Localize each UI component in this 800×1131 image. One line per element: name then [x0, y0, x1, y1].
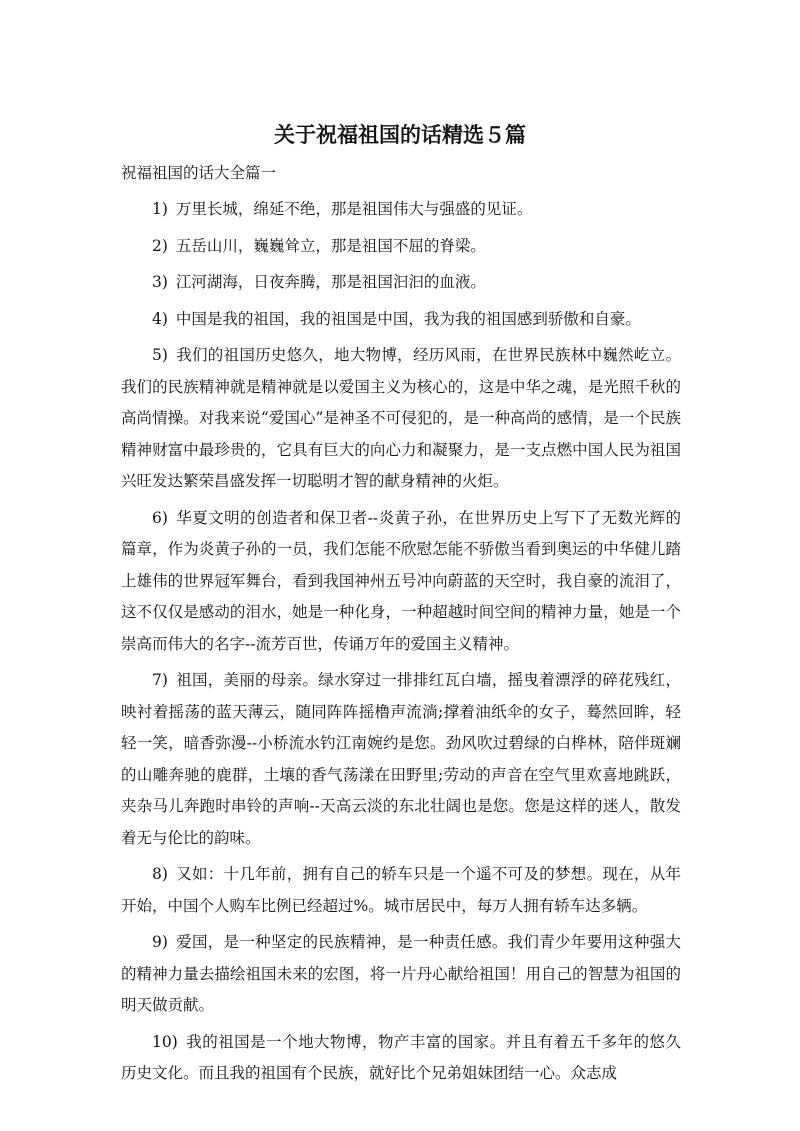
- paragraph: [121, 859, 681, 922]
- page-title: 关于祝福祖国的话精选５篇: [274, 123, 526, 147]
- paragraph-number: 6): [152, 508, 168, 527]
- paragraph-text: 我们的祖国历史悠久，地大物博，经历风雨，在世界民族林中巍然屹立。我们的民族精神就是精神就是以爱国主义为核心的，这是中华之魂，是光照千秋的高尚情操。对我来说“爱国心”是神圣不可侵犯的，是一种高尚的感情，是一个民族精神财富中最珍贵的，它具有巨大的向心力和凝聚力，是一支点燃中国人民为祖国兴旺发达繁荣昌盛发挥一切聪明才智的献身精神的火炬。: [121, 346, 681, 490]
- paragraph-number: 7): [152, 671, 168, 689]
- paragraph-number: 3): [152, 273, 168, 291]
- paragraph: [121, 267, 681, 299]
- section-subtitle: 祝福祖国的话大全篇一: [121, 164, 277, 182]
- paragraph-number: 8): [152, 865, 168, 883]
- paragraph-text: 又如：十几年前，拥有自己的轿车只是一个遥不可及的梦想。现在，从年开始，中国个人购车比例已经超过%。城市居民中，每万人拥有轿车达多辆。: [121, 865, 681, 915]
- paragraph-number: 4): [152, 309, 168, 328]
- paragraph: [121, 927, 681, 1022]
- paragraph: [121, 665, 681, 854]
- paragraph-number: 10): [152, 1032, 178, 1051]
- paragraph: [121, 340, 681, 498]
- paragraph-text: 我的祖国是一个地大物博，物产丰富的国家。并且有着五千多年的悠久历史文化。而且我的祖国有个民族，就好比个兄弟姐妹团结一心。众志成: [121, 1032, 681, 1082]
- paragraph: [121, 1027, 681, 1090]
- paragraph-text: 中国是我的祖国，我的祖国是中国，我为我的祖国感到骄傲和自豪。: [175, 309, 641, 328]
- paragraph-number: 5): [152, 346, 168, 364]
- paragraph: [121, 304, 681, 336]
- paragraph-text: 爱国，是一种坚定的民族精神，是一种责任感。我们青少年要用这种强大的精神力量去描绘祖国未来的宏图，将一片丹心献给祖国！用自己的智慧为祖国的明天做贡献。: [121, 933, 681, 1014]
- document-body: [121, 194, 681, 1095]
- paragraph-number: 2): [152, 236, 168, 255]
- paragraph-text: 万里长城，绵延不绝，那是祖国伟大与强盛的见证。: [175, 200, 533, 218]
- paragraph: [121, 231, 681, 263]
- paragraph-text: 五岳山川，巍巍耸立，那是祖国不屈的脊梁。: [175, 236, 486, 255]
- paragraph: [121, 194, 681, 226]
- paragraph-number: 1): [152, 200, 168, 218]
- paragraph-text: 江河湖海，日夜奔腾，那是祖国汩汩的血液。: [175, 273, 486, 291]
- paragraph-text: 祖国，美丽的母亲。绿水穿过一排排红瓦白墙，摇曳着漂浮的碎花残红，映衬着摇荡的蓝天薄云，随同阵阵摇橹声流淌;撑着油纸伞的女子，蓦然回眸，轻轻一笑，暗香弥漫--小桥流水钓江南婉约是您。劲风吹过碧绿的白桦林，陪伴斑斓的山雕奔驰的鹿群，土壤的香气荡漾在田野里;劳动的声音在空气里欢喜地跳跃，夹杂马儿奔跑时串铃的声响--天高云淡的东北壮阔也是您。您是这样的迷人，散发着无与伦比的韵味。: [121, 671, 681, 847]
- paragraph-text: 华夏文明的创造者和保卫者--炎黄子孙，在世界历史上写下了无数光辉的篇章，作为炎黄子孙的一员，我们怎能不欣慰怎能不骄傲当看到奥运的中华健儿踏上雄伟的世界冠军舞台，看到我国神州五号冲向蔚蓝的天空时，我自豪的流泪了，这不仅仅是感动的泪水，她是一种化身，一种超越时间空间的精神力量，她是一个崇高而伟大的名字--流芳百世，传诵万年的爱国主义精神。: [121, 508, 681, 653]
- paragraph-number: 9): [152, 933, 168, 951]
- paragraph: [121, 503, 681, 661]
